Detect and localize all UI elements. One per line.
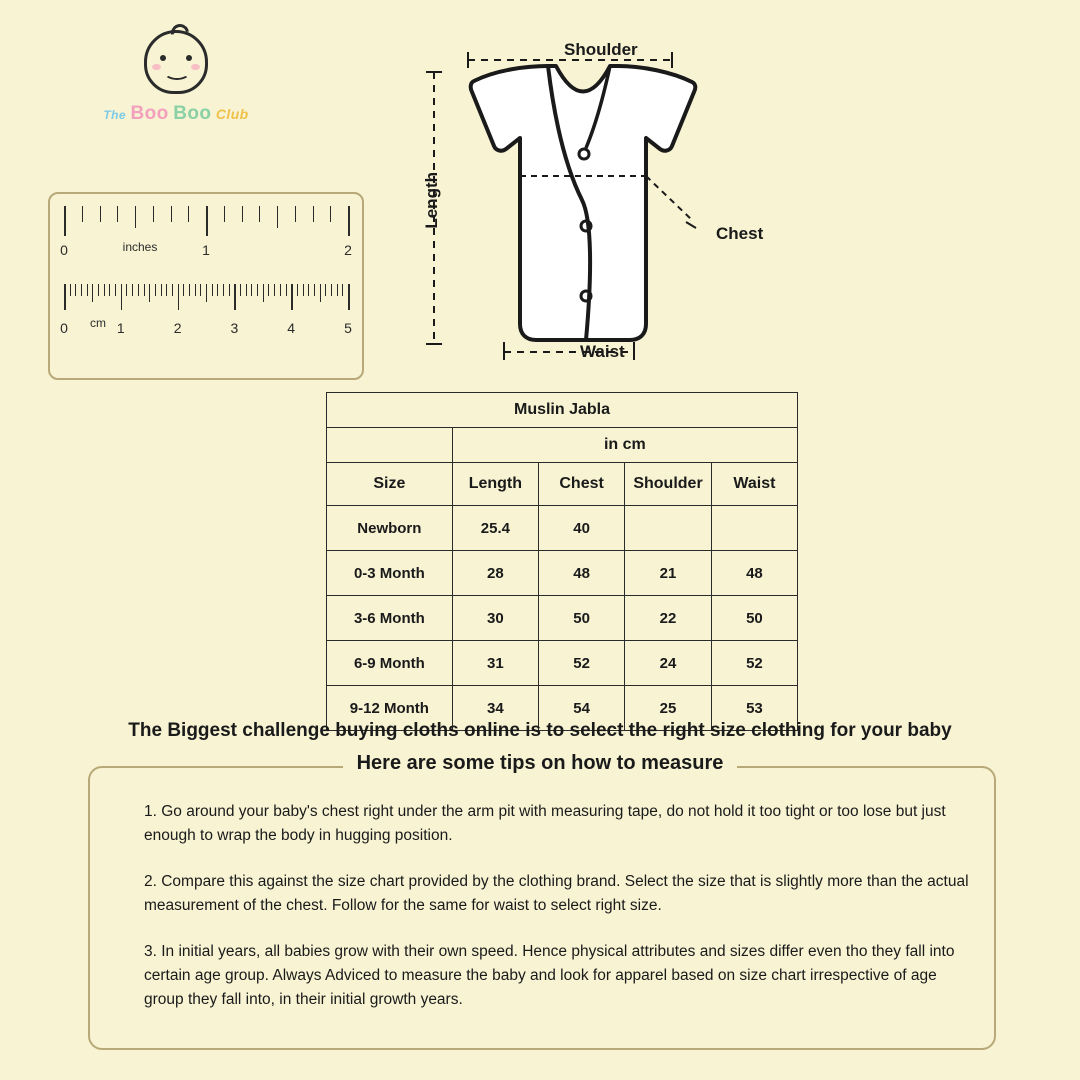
- chest-label: Chest: [716, 224, 764, 243]
- hair-curl-icon: [167, 20, 192, 45]
- cell-chest: 48: [539, 551, 625, 596]
- cell-chest: 50: [539, 596, 625, 641]
- table-unit-row: [327, 428, 798, 463]
- tip-item-1: 1. Go around your baby's chest right under the arm pit with measuring tape, do not hold it too tight or too lose but just enough to wrap the body in hugging position.: [144, 803, 946, 845]
- brand-name-boo-first: Boo: [130, 103, 169, 124]
- cell-waist: 50: [711, 596, 797, 641]
- header-length: Length: [452, 463, 538, 506]
- tip-item-3: 3. In initial years, all babies grow with their own speed. Hence physical attributes and sizes differ even tho they fall into certain age group. Always Adviced to measure the baby and look for apparel based on size chart irrespective of age group they fall into, in their initial growth years.: [144, 943, 955, 1009]
- ruler-cm-number: 0: [60, 320, 68, 336]
- table-row: [327, 506, 798, 551]
- table-title: Muslin Jabla: [327, 393, 798, 428]
- cell-size: 3-6 Month: [327, 596, 453, 641]
- cell-length: 25.4: [452, 506, 538, 551]
- brand-name: [96, 103, 256, 125]
- tip-item-2: 2. Compare this against the size chart provided by the clothing brand. Select the size that is slightly more than the actual measurement of the chest. Follow for the same for waist to select right size.: [144, 873, 969, 915]
- ruler-cm-label: cm: [90, 316, 106, 330]
- cell-length: 31: [452, 641, 538, 686]
- garment-measure-diagram: [396, 24, 776, 374]
- brand-logo: [96, 30, 256, 125]
- cheek-left-icon: [152, 64, 161, 70]
- ruler-inches-numbers: [60, 242, 352, 260]
- cell-size: 9-12 Month: [327, 686, 453, 731]
- cell-waist: 52: [711, 641, 797, 686]
- headline-text: The Biggest challenge buying cloths online is to select the right size clothing for your baby: [128, 720, 952, 741]
- ruler-cm-ticks: [64, 284, 348, 318]
- ruler-inch-number: 1: [202, 242, 210, 258]
- ruler-cm-number: 1: [116, 320, 125, 336]
- cell-shoulder: 25: [625, 686, 712, 731]
- table-title-row: [327, 393, 798, 428]
- ruler-inches: [60, 206, 352, 260]
- smile-icon: [164, 65, 190, 80]
- baby-jabla-garment-icon: [396, 24, 776, 374]
- cell-chest: 54: [539, 686, 625, 731]
- table-unit: in cm: [452, 428, 797, 463]
- waist-label: Waist: [580, 342, 625, 361]
- ruler-illustration: [48, 192, 364, 380]
- table-row: [327, 641, 798, 686]
- cell-chest: 52: [539, 641, 625, 686]
- cell-length: 28: [452, 551, 538, 596]
- brand-name-the: The: [103, 108, 126, 122]
- cell-waist: [711, 506, 797, 551]
- brand-name-club: Club: [215, 106, 249, 122]
- header-shoulder: Shoulder: [625, 463, 712, 506]
- cell-waist: 48: [711, 551, 797, 596]
- size-chart-table: [326, 392, 798, 731]
- brand-name-boo-second: Boo: [173, 103, 212, 124]
- ruler-inches-label: inches: [122, 240, 158, 254]
- shoulder-label: Shoulder: [564, 40, 638, 59]
- tips-title-wrapper: [0, 752, 1080, 775]
- eye-right-icon: [186, 55, 192, 61]
- table-row: [327, 596, 798, 641]
- ruler-cm-number: 4: [287, 320, 296, 336]
- cell-length: 34: [452, 686, 538, 731]
- cell-size: Newborn: [327, 506, 453, 551]
- cell-size: 0-3 Month: [327, 551, 453, 596]
- cell-length: 30: [452, 596, 538, 641]
- baby-face-icon: [144, 30, 208, 94]
- tips-content: [144, 800, 970, 1034]
- cell-size: 6-9 Month: [327, 641, 453, 686]
- cell-shoulder: 21: [625, 551, 712, 596]
- table-header-row: [327, 463, 798, 506]
- header-chest: Chest: [539, 463, 625, 506]
- ruler-cm-number: 2: [173, 320, 182, 336]
- ruler-cm-number: 3: [230, 320, 239, 336]
- tips-title: Here are some tips on how to measure: [343, 752, 738, 774]
- ruler-inch-number: 2: [344, 242, 352, 258]
- cell-chest: 40: [539, 506, 625, 551]
- length-label: Length: [422, 172, 441, 229]
- cell-shoulder: 24: [625, 641, 712, 686]
- ruler-cm-numbers: [60, 320, 352, 338]
- ruler-inch-number: 0: [60, 242, 68, 258]
- header-waist: Waist: [711, 463, 797, 506]
- cell-shoulder: 22: [625, 596, 712, 641]
- table-row: [327, 551, 798, 596]
- table-unit-blank: [327, 428, 453, 463]
- ruler-inches-ticks: [64, 206, 348, 240]
- cell-waist: 53: [711, 686, 797, 731]
- eye-left-icon: [160, 55, 166, 61]
- ruler-cm: [60, 284, 352, 338]
- cell-shoulder: [625, 506, 712, 551]
- cheek-right-icon: [191, 64, 200, 70]
- ruler-cm-number: 5: [344, 320, 352, 336]
- header-size: Size: [327, 463, 453, 506]
